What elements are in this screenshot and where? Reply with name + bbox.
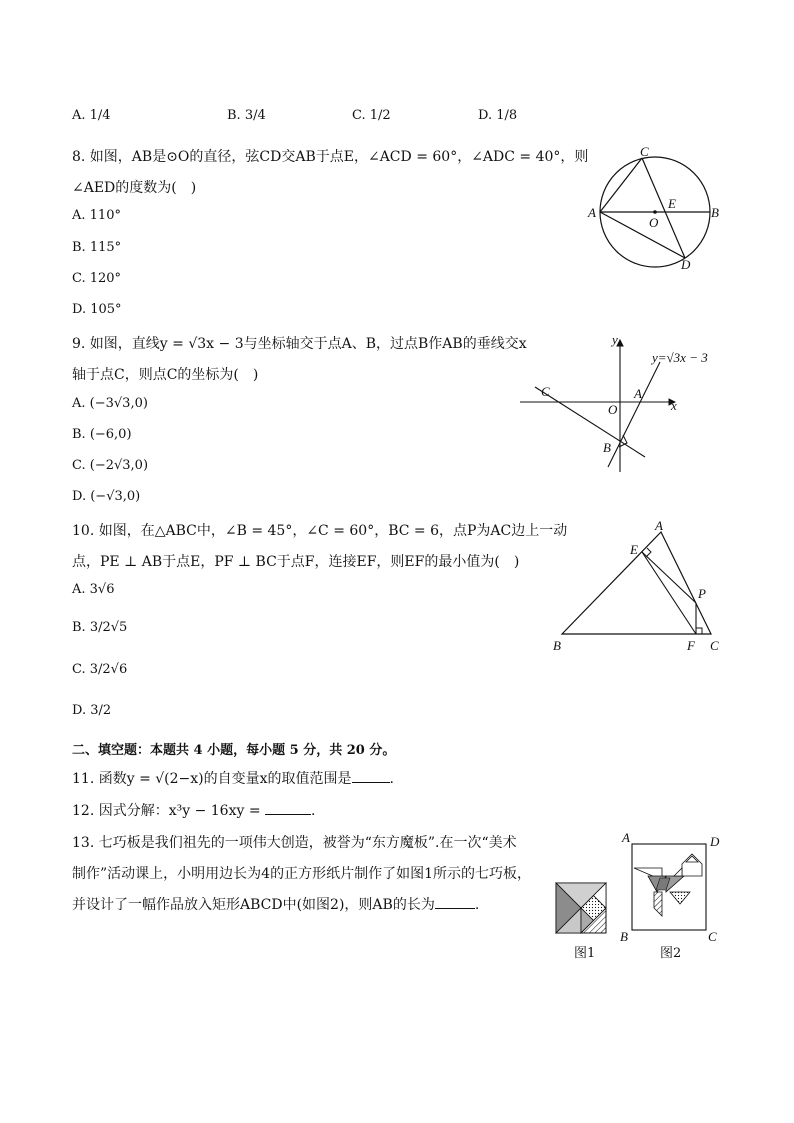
q12	[72, 800, 315, 820]
q10-option-c: C. 3/2√6	[72, 662, 128, 677]
label-d: D	[710, 834, 720, 849]
q13-line2: 制作”活动课上，小明用边长为4的正方形纸片制作了如图1所示的七巧板，	[72, 866, 531, 882]
q10-triangle-figure	[548, 518, 728, 658]
label-a: A	[622, 830, 630, 845]
chord-ad	[600, 212, 685, 258]
label-b: B	[603, 440, 611, 455]
q7-option-c: C. 1/2	[352, 108, 391, 123]
label-a: A	[588, 205, 596, 220]
q9-option-a: A. (−3√3,0)	[72, 396, 148, 411]
right-angle-f	[696, 628, 702, 634]
label-b: B	[553, 638, 561, 653]
label-c: C	[640, 144, 649, 159]
q8-option-d: D. 105°	[72, 302, 122, 317]
label-line-eq: y=√3x − 3	[652, 350, 708, 365]
q8-stem-line1: 8. 如图，AB是⊙O的直径，弦CD交AB于点E，∠ACD = 60°，∠ADC = 40°，则	[72, 149, 589, 165]
label-c: C	[708, 929, 717, 944]
q9-coordinate-figure	[515, 332, 730, 477]
chord-ac	[600, 158, 642, 212]
label-e: E	[668, 196, 676, 211]
q9-option-c: C. (−2√3,0)	[72, 458, 149, 473]
q11-text: 11. 函数y = √(2−x)的自变量x的取值范围是	[72, 771, 352, 787]
q13-line3	[72, 894, 479, 914]
label-d: D	[681, 257, 691, 272]
label-x: x	[671, 398, 677, 413]
q13-figure1-caption: 图1	[574, 946, 596, 961]
q12-blank[interactable]	[265, 802, 311, 815]
label-p: P	[698, 586, 706, 601]
q13-blank[interactable]	[435, 896, 475, 909]
q7-option-a: A. 1/4	[72, 108, 111, 123]
line-bc	[535, 387, 645, 457]
label-o: O	[649, 215, 659, 230]
chord-cd	[642, 158, 685, 258]
label-c: C	[710, 638, 719, 653]
q8-option-a: A. 110°	[72, 208, 121, 223]
right-angle-e	[646, 548, 651, 557]
q8-option-c: C. 120°	[72, 271, 122, 286]
q9-option-d: D. (−√3,0)	[72, 489, 141, 504]
label-b: B	[711, 205, 719, 220]
label-b: B	[620, 929, 628, 944]
q11-end: .	[389, 771, 394, 787]
q10-option-b: B. 3/2√5	[72, 620, 128, 635]
q8-stem-line2: ∠AED的度数为( )	[72, 180, 197, 196]
q11-blank[interactable]	[352, 770, 390, 783]
q8-option-b: B. 115°	[72, 240, 122, 255]
label-f: F	[687, 638, 695, 653]
q13-figure1-tangram	[555, 882, 607, 934]
q8-circle-figure	[585, 145, 725, 275]
q9-stem-line1: 9. 如图，直线y = √3x − 3与坐标轴交于点A、B，过点B作AB的垂线交x	[72, 336, 527, 352]
q12-text: 12. 因式分解：x³y − 16xy =	[72, 803, 261, 819]
q7-option-d: D. 1/8	[478, 108, 518, 123]
label-a: A	[655, 518, 663, 533]
label-c: C	[541, 384, 550, 399]
q13-end: .	[474, 897, 480, 913]
q10-stem-line2: 点，PE ⊥ AB于点E，PF ⊥ BC于点F，连接EF，则EF的最小值为( )	[72, 554, 520, 570]
q13-figure2-caption: 图2	[660, 946, 682, 961]
q11	[72, 768, 394, 788]
label-o: O	[608, 402, 618, 417]
q12-end: .	[311, 803, 316, 819]
q10-option-a: A. 3√6	[72, 582, 115, 597]
q7-option-b: B. 3/4	[227, 108, 266, 123]
segment-pe	[642, 552, 696, 603]
label-y: y	[612, 332, 618, 347]
q13-text: 并设计了一幅作品放入矩形ABCD中(如图2)，则AB的长为	[72, 897, 435, 913]
center-point	[653, 210, 657, 214]
label-a: A	[634, 386, 642, 401]
q13-figure2-artwork	[620, 828, 724, 944]
section-2-heading: 二、填空题：本题共 4 小题，每小题 5 分，共 20 分。	[72, 743, 396, 758]
q10-option-d: D. 3/2	[72, 703, 112, 718]
q9-stem-line2: 轴于点C，则点C的坐标为( )	[72, 367, 259, 383]
q13-line1: 13. 七巧板是我们祖先的一项伟大创造，被誉为“东方魔板”.在一次“美术	[72, 835, 517, 851]
label-e: E	[630, 542, 638, 557]
q9-option-b: B. (−6,0)	[72, 427, 132, 442]
q10-stem-line1: 10. 如图，在△ABC中，∠B = 45°，∠C = 60°，BC = 6，点P为AC边上一动	[72, 523, 568, 539]
segment-ef	[642, 552, 696, 634]
